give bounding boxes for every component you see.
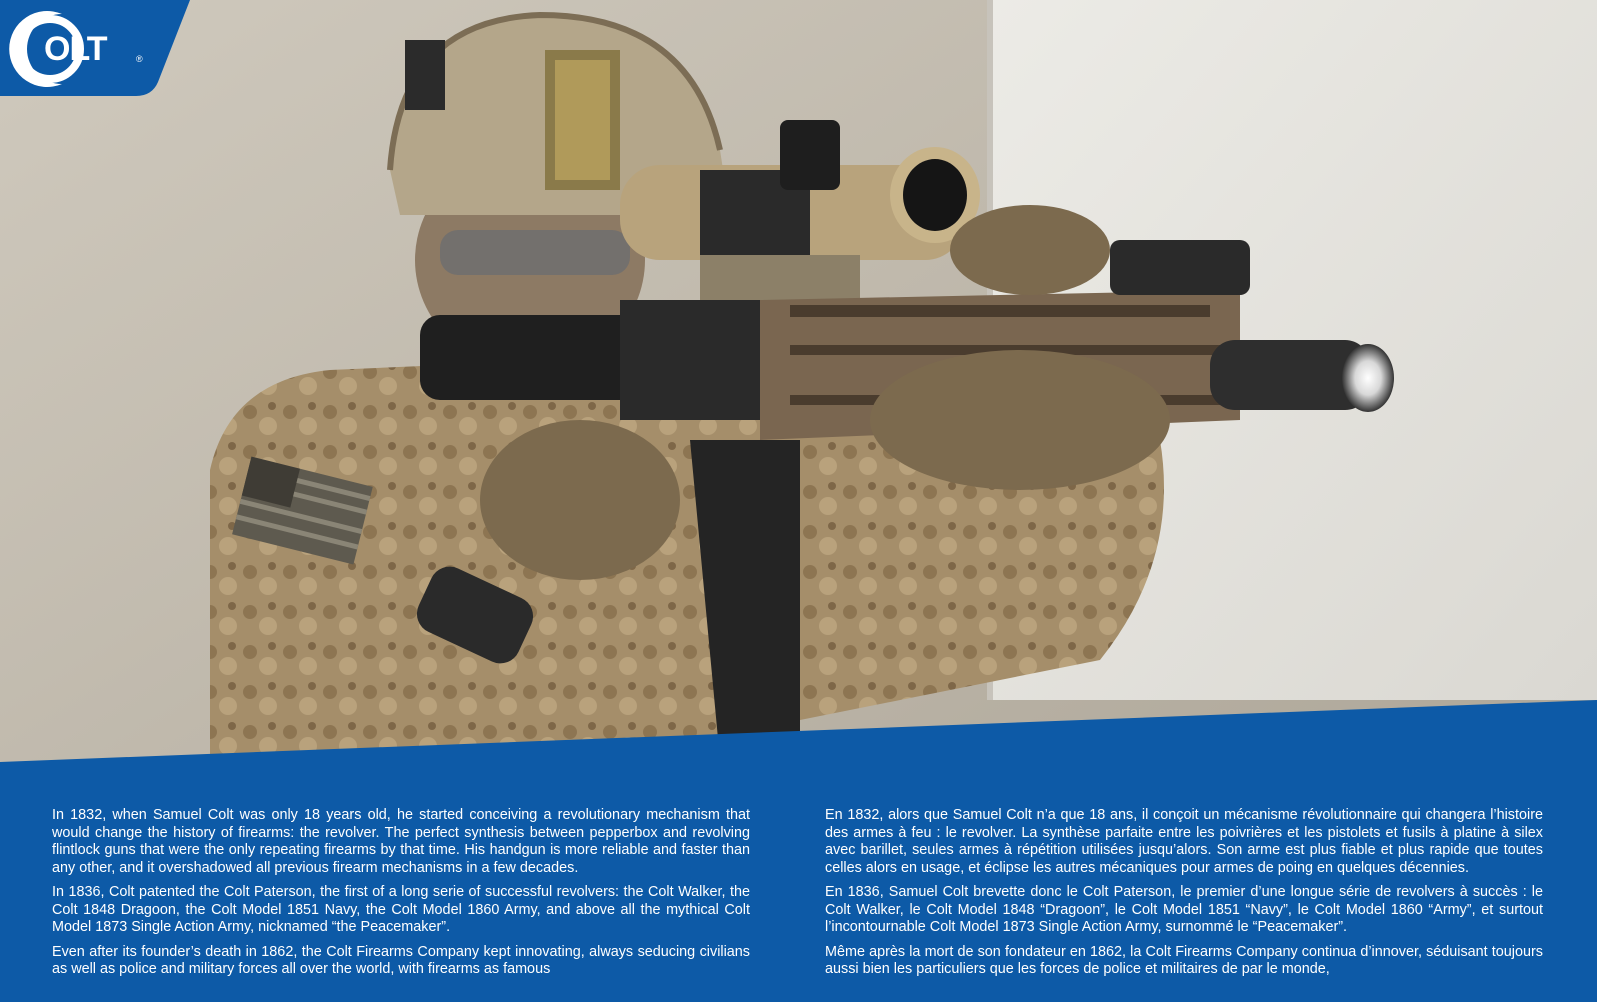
english-text-column [52, 807, 750, 986]
en-paragraph-3: Even after its founder’s death in 1862, the Colt Firearms Company kept innovating, always seducing civilians as well as police and military forces all over the world, with firearms as famous [52, 943, 750, 977]
fr-paragraph-3: Même après la mort de son fondateur en 1862, la Colt Firearms Company continua d’innover, séduisant toujours aussi bien les particuliers que les forces de police et militaires de par le monde, [825, 943, 1543, 977]
logo-wordmark: OLT [44, 30, 107, 68]
french-text-column [825, 807, 1543, 986]
fr-paragraph-2: En 1836, Samuel Colt brevette donc le Colt Paterson, le premier d’une longue série de revolvers à succès : le Colt Walker, le Colt Model 1848 “Dragoon”, le Colt Model 1851 “Navy”, le Colt Model 1860 “Army”, et surtout l’incontournable Colt Model 1873 Single Action Army, surnommé le “Peacemaker”. [825, 884, 1543, 935]
registered-mark: ® [136, 54, 143, 64]
en-paragraph-2: In 1836, Colt patented the Colt Paterson, the first of a long serie of successful revolvers: the Colt Walker, the Colt 1848 Dragoon, the Colt Model 1851 Navy, the Colt Model 1860 Army, and above all the mythical Colt Model 1873 Single Action Army, nicknamed “the Peacemaker”. [52, 884, 750, 935]
en-paragraph-1: In 1832, when Samuel Colt was only 18 years old, he started conceiving a revolutionary mechanism that would change the history of firearms: the revolver. The perfect synthesis between pepperbox and revolving flintlock guns that were the only repeating firearms by that time. His handgun is more reliable and faster than any other, and it overshadowed all previous firearm mechanisms in a few decades. [52, 807, 750, 876]
fr-paragraph-1: En 1832, alors que Samuel Colt n’a que 18 ans, il conçoit un mécanisme révolutionnaire qui changera l’histoire des armes à feu : le revolver. La synthèse parfaite entre les poivrières et les pistolets et fusils à platine à silex avec barillet, seules armes à répétition utilisées jusqu’alors. Son arme est plus fiable et plus rapide que toutes celles alors en usage, et éclipse les autres mécaniques pour armes de poing en quelques décennies. [825, 807, 1543, 876]
